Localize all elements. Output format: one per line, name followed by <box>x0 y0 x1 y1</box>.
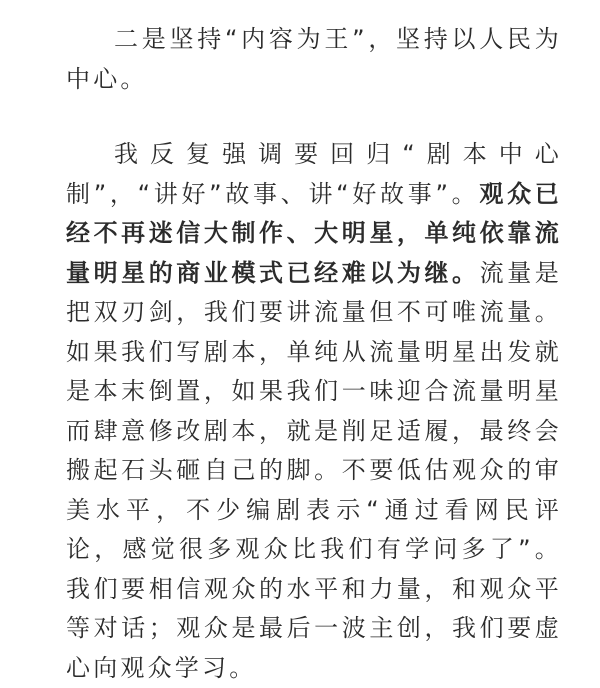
paragraph-intro-text: 我反复强调要回归“剧本中心制”，“讲好”故事、讲“好故事”。 <box>66 140 562 208</box>
paragraph-text: 二是坚持“内容为王”，坚持以人民为中心。 <box>66 25 562 93</box>
paragraph-body-text: 流量是把双刃剑，我们要讲流量但不可唯流量。如果我们写剧本，单纯从流量明星出发就是本末倒置，如果我们一味迎合流量明星而肆意修改剧本，就是削足适履，最终会搬起石头砸自己的脚。不要低估观众的审美水平，不少编剧表示“通过看网民评论，感觉很多观众比我们有学问多了”。我们要相信观众的水平和力量，和观众平等对话；观众是最后一波主创，我们要虚心向观众学习。 <box>66 258 562 682</box>
paragraph-content-principle <box>66 20 562 99</box>
paragraph-script-centered <box>66 135 562 688</box>
emphasis-bold-text: 观众已经不再迷信大制作、大明星，单纯依靠流量明星的商业模式已经难以为继。 <box>66 179 562 287</box>
article-body <box>66 20 562 688</box>
